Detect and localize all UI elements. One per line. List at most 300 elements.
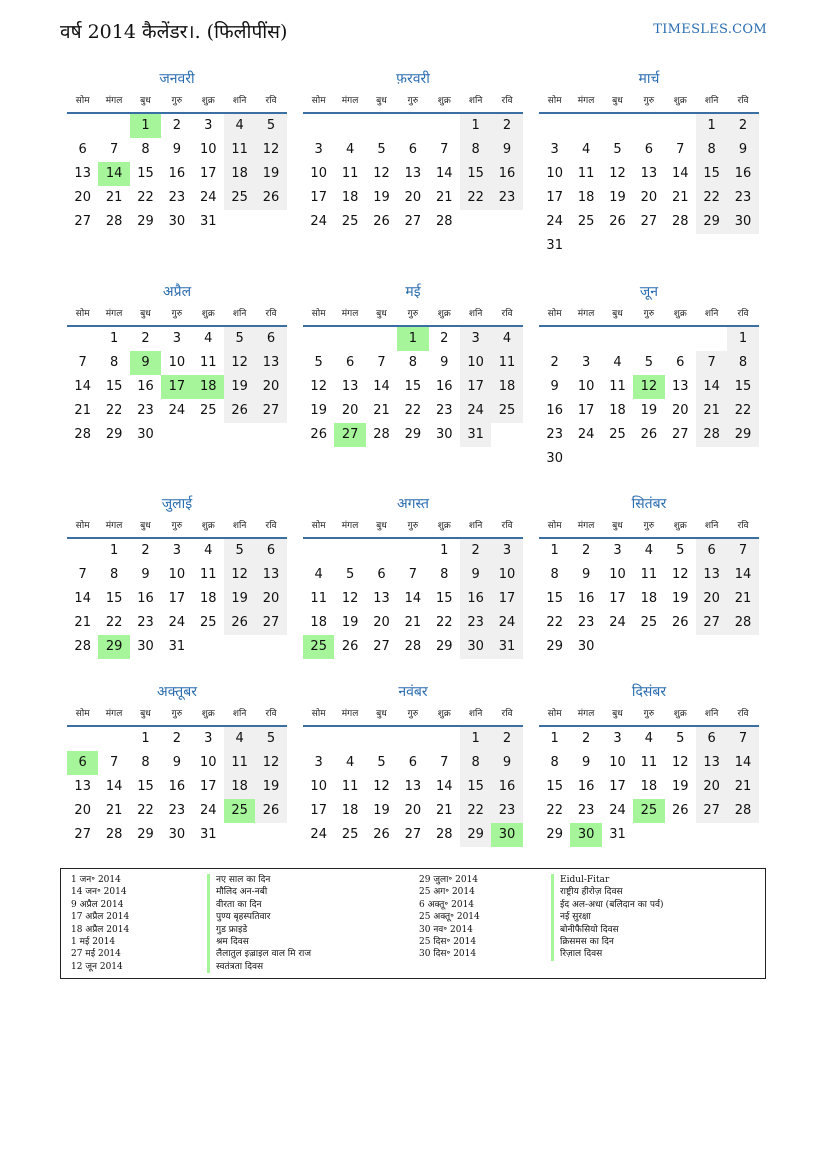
empty-day-cell [570, 327, 601, 351]
day-cell: 24 [577, 427, 595, 442]
weekday-label: मंगल [105, 96, 123, 106]
day-cell: 21 [105, 190, 123, 205]
month-calendar [539, 68, 759, 258]
day-cell: 7 [109, 755, 119, 770]
holiday-date: 14 जन॰ 2014 [71, 887, 127, 898]
day-cell: 10 [199, 755, 217, 770]
day-grid [539, 727, 759, 847]
weekday-label: गुरु [171, 309, 183, 319]
day-cell: 4 [581, 142, 591, 157]
day-cell: 9 [550, 379, 559, 394]
day-cell: 2 [491, 114, 522, 138]
day-cell: 26 [224, 399, 255, 423]
day-cell: 7 [727, 539, 758, 563]
day-cell: 20 [255, 375, 286, 399]
site-link[interactable]: TIMESLES.COM [653, 22, 767, 37]
empty-day-cell [665, 447, 696, 471]
day-cell: 29 [105, 427, 123, 442]
weekday-label: सोम [547, 309, 562, 319]
day-grid [67, 539, 287, 659]
weekday-label: बुध [140, 521, 151, 531]
day-cell: 5 [613, 142, 622, 157]
day-cell: 26 [609, 214, 626, 229]
day-cell: 22 [105, 615, 123, 630]
day-cell: 19 [224, 375, 255, 399]
holiday-dates-column [419, 874, 559, 961]
day-cell: 30 [546, 451, 563, 466]
day-cell: 20 [671, 403, 689, 418]
month-calendar [303, 281, 523, 447]
weekday-label: सोम [311, 96, 326, 106]
month-name: जनवरी [159, 71, 195, 87]
weekday-label: रवि [265, 709, 277, 719]
weekday-label: शनि [468, 521, 483, 531]
day-cell: 1 [141, 731, 150, 746]
holiday-date: 17 अप्रैल 2014 [71, 912, 130, 923]
day-cell: 13 [74, 166, 91, 181]
day-cell: 15 [546, 591, 563, 606]
day-cell: 17 [577, 403, 595, 418]
weekday-label: शुक्र [437, 709, 451, 719]
day-cell: 18 [193, 375, 224, 399]
day-cell: 23 [546, 427, 563, 442]
weekday-label: मंगल [577, 521, 595, 531]
day-cell: 12 [671, 567, 689, 582]
day-cell: 3 [172, 331, 181, 346]
day-cell: 8 [440, 567, 449, 582]
day-cell: 16 [435, 379, 453, 394]
day-cell: 25 [491, 399, 522, 423]
empty-day-cell [67, 114, 98, 138]
day-cell: 12 [255, 751, 286, 775]
day-cell: 12 [671, 755, 689, 770]
day-cell: 5 [314, 355, 323, 370]
day-cell: 3 [460, 327, 491, 351]
day-cell: 6 [255, 539, 286, 563]
day-cell: 2 [491, 727, 522, 751]
day-grid [67, 327, 287, 447]
empty-day-cell [98, 727, 129, 751]
day-cell: 31 [546, 238, 563, 253]
holiday-names-column [551, 874, 750, 961]
day-cell: 9 [491, 751, 522, 775]
day-cell: 26 [640, 427, 658, 442]
weekday-label: बुध [376, 521, 387, 531]
month-name: अप्रैल [162, 284, 192, 300]
day-cell: 29 [546, 639, 563, 654]
day-cell: 8 [460, 751, 491, 775]
weekday-label: रवि [501, 309, 513, 319]
day-cell: 29 [696, 210, 727, 234]
day-cell: 13 [696, 751, 727, 775]
day-cell: 30 [168, 214, 186, 229]
day-cell: 17 [310, 190, 327, 205]
day-cell: 12 [373, 166, 390, 181]
empty-day-cell [727, 635, 758, 659]
day-cell: 4 [224, 727, 255, 751]
day-cell: 6 [67, 751, 98, 775]
weekday-label: सोम [311, 521, 326, 531]
month-calendar [67, 68, 287, 234]
empty-day-cell [255, 635, 286, 659]
day-grid [303, 539, 523, 659]
weekday-header [67, 515, 287, 539]
day-cell: 17 [168, 591, 186, 606]
day-cell: 18 [609, 403, 626, 418]
day-cell: 4 [491, 327, 522, 351]
weekday-label: शनि [704, 309, 719, 319]
page-title: वर्ष 2014 कैलेंडर।. (फिलीपींस) [60, 21, 288, 43]
day-cell: 9 [581, 567, 591, 582]
day-cell: 31 [199, 214, 217, 229]
day-cell: 22 [696, 186, 727, 210]
day-cell: 1 [460, 114, 491, 138]
day-cell: 5 [377, 142, 386, 157]
day-grid [539, 327, 759, 471]
day-cell: 9 [491, 138, 522, 162]
day-cell: 16 [168, 779, 186, 794]
day-cell: 23 [435, 403, 453, 418]
day-cell: 16 [460, 587, 491, 611]
day-cell: 15 [105, 591, 123, 606]
day-cell: 17 [199, 166, 217, 181]
day-cell: 15 [137, 166, 154, 181]
day-cell: 7 [109, 142, 119, 157]
day-cell: 23 [168, 803, 186, 818]
day-cell: 5 [676, 543, 685, 558]
day-cell: 20 [74, 190, 91, 205]
day-cell: 1 [550, 543, 559, 558]
day-cell: 19 [671, 779, 689, 794]
holiday-name: रिज़ाल दिवस [560, 949, 603, 960]
empty-day-cell [665, 327, 696, 351]
day-cell: 6 [696, 727, 727, 751]
day-cell: 12 [609, 166, 626, 181]
empty-day-cell [366, 727, 397, 751]
day-cell: 14 [696, 375, 727, 399]
day-cell: 7 [78, 567, 87, 582]
empty-day-cell [366, 114, 397, 138]
day-cell: 18 [310, 615, 327, 630]
weekday-label: मंगल [341, 521, 359, 531]
empty-day-cell [602, 234, 633, 258]
day-cell: 8 [408, 355, 417, 370]
weekday-label: गुरु [171, 521, 183, 531]
empty-day-cell [224, 635, 255, 659]
day-cell: 5 [255, 727, 286, 751]
empty-day-cell [460, 210, 491, 234]
weekday-label: शुक्र [673, 709, 687, 719]
empty-day-cell [429, 114, 460, 138]
weekday-label: मंगल [577, 309, 595, 319]
weekday-label: गुरु [407, 96, 419, 106]
day-cell: 9 [141, 567, 150, 582]
weekday-label: सोम [547, 96, 562, 106]
day-cell: 9 [130, 351, 161, 375]
empty-day-cell [303, 539, 334, 563]
day-cell: 20 [341, 403, 359, 418]
month-calendar [303, 681, 523, 847]
day-cell: 27 [255, 611, 286, 635]
month-name: फ़रवरी [396, 71, 430, 87]
day-cell: 14 [98, 162, 129, 186]
day-cell: 25 [199, 403, 217, 418]
day-cell: 4 [204, 331, 213, 346]
day-cell: 8 [141, 142, 150, 157]
month-calendar [303, 68, 523, 234]
day-cell: 23 [577, 615, 595, 630]
empty-day-cell [696, 327, 727, 351]
day-cell: 3 [172, 543, 181, 558]
day-cell: 5 [644, 355, 653, 370]
day-cell: 16 [491, 775, 522, 799]
holiday-name: नई सुरक्षा [560, 912, 591, 923]
day-cell: 14 [727, 563, 758, 587]
weekday-label: गुरु [643, 96, 655, 106]
day-cell: 20 [640, 190, 658, 205]
day-cell: 30 [137, 427, 154, 442]
day-cell: 30 [460, 635, 491, 659]
day-cell: 28 [74, 427, 91, 442]
day-cell: 6 [345, 355, 355, 370]
day-cell: 25 [303, 635, 334, 659]
day-cell: 16 [577, 591, 595, 606]
day-cell: 15 [137, 779, 154, 794]
day-cell: 29 [546, 827, 563, 842]
day-cell: 19 [373, 190, 390, 205]
day-cell: 15 [404, 379, 422, 394]
day-cell: 11 [224, 751, 255, 775]
holiday-name: श्रम दिवस [216, 936, 249, 947]
day-cell: 15 [460, 775, 491, 799]
day-cell: 22 [137, 803, 154, 818]
day-cell: 12 [373, 779, 390, 794]
holiday-name: नए साल का दिन [216, 875, 271, 885]
weekday-label: सोम [75, 521, 90, 531]
empty-day-cell [665, 234, 696, 258]
weekday-header [539, 515, 759, 539]
day-cell: 20 [404, 803, 422, 818]
weekday-header [67, 303, 287, 327]
empty-day-cell [397, 114, 428, 138]
day-cell: 28 [435, 827, 453, 842]
day-cell: 3 [613, 731, 622, 746]
day-cell: 22 [727, 399, 758, 423]
day-cell: 22 [105, 403, 123, 418]
weekday-label: शनि [468, 309, 483, 319]
weekday-label: शुक्र [673, 309, 687, 319]
day-cell: 21 [696, 399, 727, 423]
holiday-date: 18 अप्रैल 2014 [71, 924, 130, 935]
day-cell: 1 [550, 731, 559, 746]
day-cell: 8 [550, 755, 559, 770]
day-cell: 19 [310, 403, 327, 418]
holiday-date: 29 जुला॰ 2014 [419, 875, 479, 885]
day-cell: 19 [640, 403, 658, 418]
day-cell: 15 [105, 379, 123, 394]
day-cell: 30 [570, 823, 601, 847]
empty-day-cell [633, 234, 664, 258]
day-cell: 4 [224, 114, 255, 138]
weekday-label: बुध [140, 309, 151, 319]
day-cell: 13 [373, 591, 390, 606]
weekday-label: शुक्र [437, 96, 451, 106]
holiday-name: ईद अल-अधा (बलिदान का पर्व) [560, 899, 664, 910]
day-cell: 23 [727, 186, 758, 210]
day-cell: 17 [161, 375, 192, 399]
day-cell: 21 [373, 403, 390, 418]
weekday-label: शनि [232, 96, 247, 106]
weekday-label: शुक्र [201, 521, 215, 531]
month-calendar [303, 493, 523, 659]
day-cell: 12 [255, 138, 286, 162]
weekday-label: बुध [140, 96, 151, 106]
day-cell: 1 [460, 727, 491, 751]
day-cell: 30 [727, 210, 758, 234]
day-cell: 15 [696, 162, 727, 186]
day-cell: 12 [341, 591, 359, 606]
day-cell: 7 [440, 142, 449, 157]
empty-day-cell [67, 539, 98, 563]
day-cell: 31 [491, 635, 522, 659]
day-cell: 3 [550, 142, 559, 157]
weekday-label: शुक्र [673, 96, 687, 106]
holiday-name: पुण्य बृहस्पतिवार [216, 912, 271, 923]
weekday-label: बुध [376, 309, 387, 319]
day-cell: 31 [460, 423, 491, 447]
day-cell: 8 [141, 755, 150, 770]
day-cell: 19 [671, 591, 689, 606]
day-cell: 31 [199, 827, 217, 842]
day-cell: 10 [310, 779, 327, 794]
weekday-label: शनि [232, 309, 247, 319]
day-cell: 15 [727, 375, 758, 399]
day-cell: 10 [310, 166, 327, 181]
empty-day-cell [193, 423, 224, 447]
day-cell: 14 [727, 751, 758, 775]
weekday-header [539, 703, 759, 727]
day-cell: 9 [172, 142, 181, 157]
month-calendar [539, 281, 759, 471]
day-cell: 7 [78, 355, 87, 370]
day-cell: 21 [435, 803, 453, 818]
empty-day-cell [193, 635, 224, 659]
day-cell: 9 [581, 755, 591, 770]
empty-day-cell [255, 823, 286, 847]
day-cell: 10 [199, 142, 217, 157]
day-cell: 12 [633, 375, 664, 399]
day-cell: 21 [671, 190, 689, 205]
weekday-label: सोम [547, 521, 562, 531]
holiday-date: 25 अक्तू॰ 2014 [419, 912, 480, 923]
weekday-label: बुध [612, 521, 623, 531]
day-cell: 22 [137, 190, 154, 205]
weekday-label: सोम [75, 96, 90, 106]
day-cell: 28 [105, 214, 123, 229]
weekday-label: मंगल [341, 96, 359, 106]
day-cell: 26 [224, 611, 255, 635]
weekday-label: सोम [75, 309, 90, 319]
day-cell: 26 [671, 615, 689, 630]
day-cell: 28 [74, 639, 91, 654]
day-cell: 9 [440, 355, 449, 370]
day-cell: 11 [224, 138, 255, 162]
holiday-name: गुड फ्राइडे [216, 924, 248, 935]
weekday-label: गुरु [171, 709, 183, 719]
day-cell: 27 [404, 827, 422, 842]
weekday-label: रवि [501, 709, 513, 719]
day-cell: 28 [696, 423, 727, 447]
month-calendar [539, 681, 759, 847]
weekday-label: शनि [232, 521, 247, 531]
day-cell: 12 [310, 379, 327, 394]
day-cell: 30 [137, 639, 154, 654]
empty-day-cell [255, 210, 286, 234]
weekday-label: शुक्र [437, 309, 451, 319]
day-cell: 23 [577, 803, 595, 818]
weekday-label: बुध [376, 709, 387, 719]
weekday-label: रवि [265, 309, 277, 319]
day-cell: 25 [633, 799, 664, 823]
day-cell: 5 [255, 114, 286, 138]
holiday-date: 25 अग॰ 2014 [419, 887, 475, 898]
day-cell: 23 [137, 615, 154, 630]
day-cell: 29 [137, 214, 154, 229]
day-cell: 24 [199, 803, 217, 818]
day-cell: 19 [255, 162, 286, 186]
weekday-label: गुरु [407, 309, 419, 319]
day-cell: 23 [491, 799, 522, 823]
month-name: दिसंबर [631, 684, 667, 700]
empty-day-cell [334, 114, 365, 138]
holiday-date: 9 अप्रैल 2014 [71, 899, 124, 910]
day-cell: 11 [199, 567, 217, 582]
day-cell: 20 [74, 803, 91, 818]
day-cell: 9 [172, 755, 181, 770]
day-cell: 4 [613, 355, 622, 370]
day-cell: 26 [255, 799, 286, 823]
weekday-label: शुक्र [437, 521, 451, 531]
day-cell: 21 [404, 615, 422, 630]
day-cell: 18 [341, 190, 359, 205]
day-cell: 2 [550, 355, 559, 370]
empty-day-cell [570, 234, 601, 258]
day-cell: 19 [255, 775, 286, 799]
empty-day-cell [665, 114, 696, 138]
holiday-name: मौलिद अन-नबी [216, 887, 268, 898]
day-cell: 21 [727, 587, 758, 611]
holiday-name: स्वतंत्रता दिवस [216, 961, 264, 972]
day-cell: 21 [727, 775, 758, 799]
weekday-label: शनि [468, 709, 483, 719]
day-cell: 5 [224, 539, 255, 563]
day-cell: 30 [435, 427, 453, 442]
day-cell: 5 [377, 755, 386, 770]
empty-day-cell [727, 447, 758, 471]
weekday-label: मंगल [105, 309, 123, 319]
day-cell: 28 [727, 799, 758, 823]
weekday-label: गुरु [407, 709, 419, 719]
day-cell: 27 [74, 827, 91, 842]
day-cell: 7 [408, 567, 417, 582]
day-cell: 8 [727, 351, 758, 375]
empty-day-cell [633, 327, 664, 351]
day-cell: 1 [109, 331, 119, 346]
weekday-label: रवि [501, 521, 513, 531]
day-cell: 1 [397, 327, 428, 351]
day-cell: 11 [341, 779, 359, 794]
day-cell: 20 [696, 775, 727, 799]
